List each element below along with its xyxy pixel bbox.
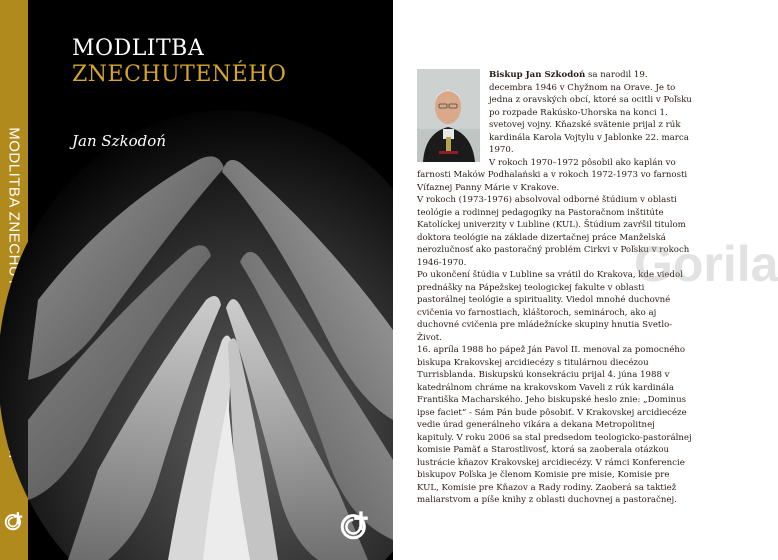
cover-author: Jan Szkodoń (72, 132, 166, 150)
publisher-logo-icon (3, 510, 25, 532)
author-portrait-photo (417, 69, 480, 162)
spine-title: MODLITBA ZNECHUTENÉHO (5, 127, 23, 343)
bio-paragraph-2: V rokoch 1970–1972 pôsobil ako kaplán vo farnosti Maków Podhalański a v rokoch 1972-1973 vo farnosti Víťaznej Panny Márie v Krakove. (417, 157, 688, 193)
front-cover (28, 0, 393, 560)
cover-title-line2: ZNECHUTENÉHO (72, 62, 287, 87)
cover-title-line1: MODLITBA (72, 36, 205, 61)
back-cover (393, 0, 778, 560)
bio-paragraph-1: Biskup Jan Szkodoń sa narodil 19. decembra 1946 v Chyžnom na Orave. Je to jedna z oravských obcí, ktoré sa ocitli v Poľsku po rozpade Rakúsko-Uhorska na konci 1. svetovej vojny. Kňazské svätenie prijal z rúk kardinála Karola Vojtylu v Jablonke 22. marca 1970. (489, 70, 692, 155)
bio-paragraph-4: Po ukončení štúdia v Lubline sa vrátil do Krakova, kde viedol prednášky na Pápežskej teologickej fakulte v oblasti pastorálnej teológie a spirituality. Viedol mnohé duchovné cvičenia vo farnostiach, kláštoroch, seminároch, ako aj duchovné cvičenia pre mládežnícke skupiny hnutia Svetlo- Život. (417, 270, 683, 343)
author-biography (417, 69, 692, 507)
watermark: Gorila (634, 236, 778, 292)
bio-lead: Biskup Jan Szkodoń (489, 70, 586, 80)
bio-paragraph-3: V rokoch (1973-1976) absolvoval odborné štúdium v oblasti teológie a rodinnej pedagogiky na Pastoračnom inštitúte Katolíckej univerzity v Lubline (KUL). Štúdium zavŕšil titulom doktora teológie na základe dizertačnej práce Manželská nerozlučnosť ako pastoračný problém Cirkvi v Poľsku v rokoch 1946-1970. (417, 195, 690, 268)
publisher-logo-icon (338, 508, 372, 542)
bio-paragraph-5: 16. apríla 1988 ho pápež Ján Pavol II. menoval za pomocného biskupa Krakovskej arcidiecézy s titulárnou diecézou Turrisblanda. Biskupskú konsekráciu prijal 4. júna 1988 v katedrálnom chráme na krakovskom Vaveli z rúk kardinála Františka Macharského. Jeho biskupské heslo znie: „Dominus ipse faciet“ - Sám Pán bude pôsobiť. V Krakovskej arcidiecéze vedie úrad generálneho vikára a dekana Metropolitnej kapituly. V roku 2006 sa stal predsedom teologicko-pastorálnej komisie Pamäť a Starostlivosť, ktorá sa zaoberala otázkou lustrácie kňazov Krakovskej arcidiecézy. V rámci Konferencie biskupov Poľska je členom Komisie pre misie, Komisie pre KUL, Komisie pre Kňazov a Rady rodiny. Zaoberá sa taktiež maliarstvom a píše knihy z oblasti duchovnej a pastoračnej. (417, 345, 692, 505)
